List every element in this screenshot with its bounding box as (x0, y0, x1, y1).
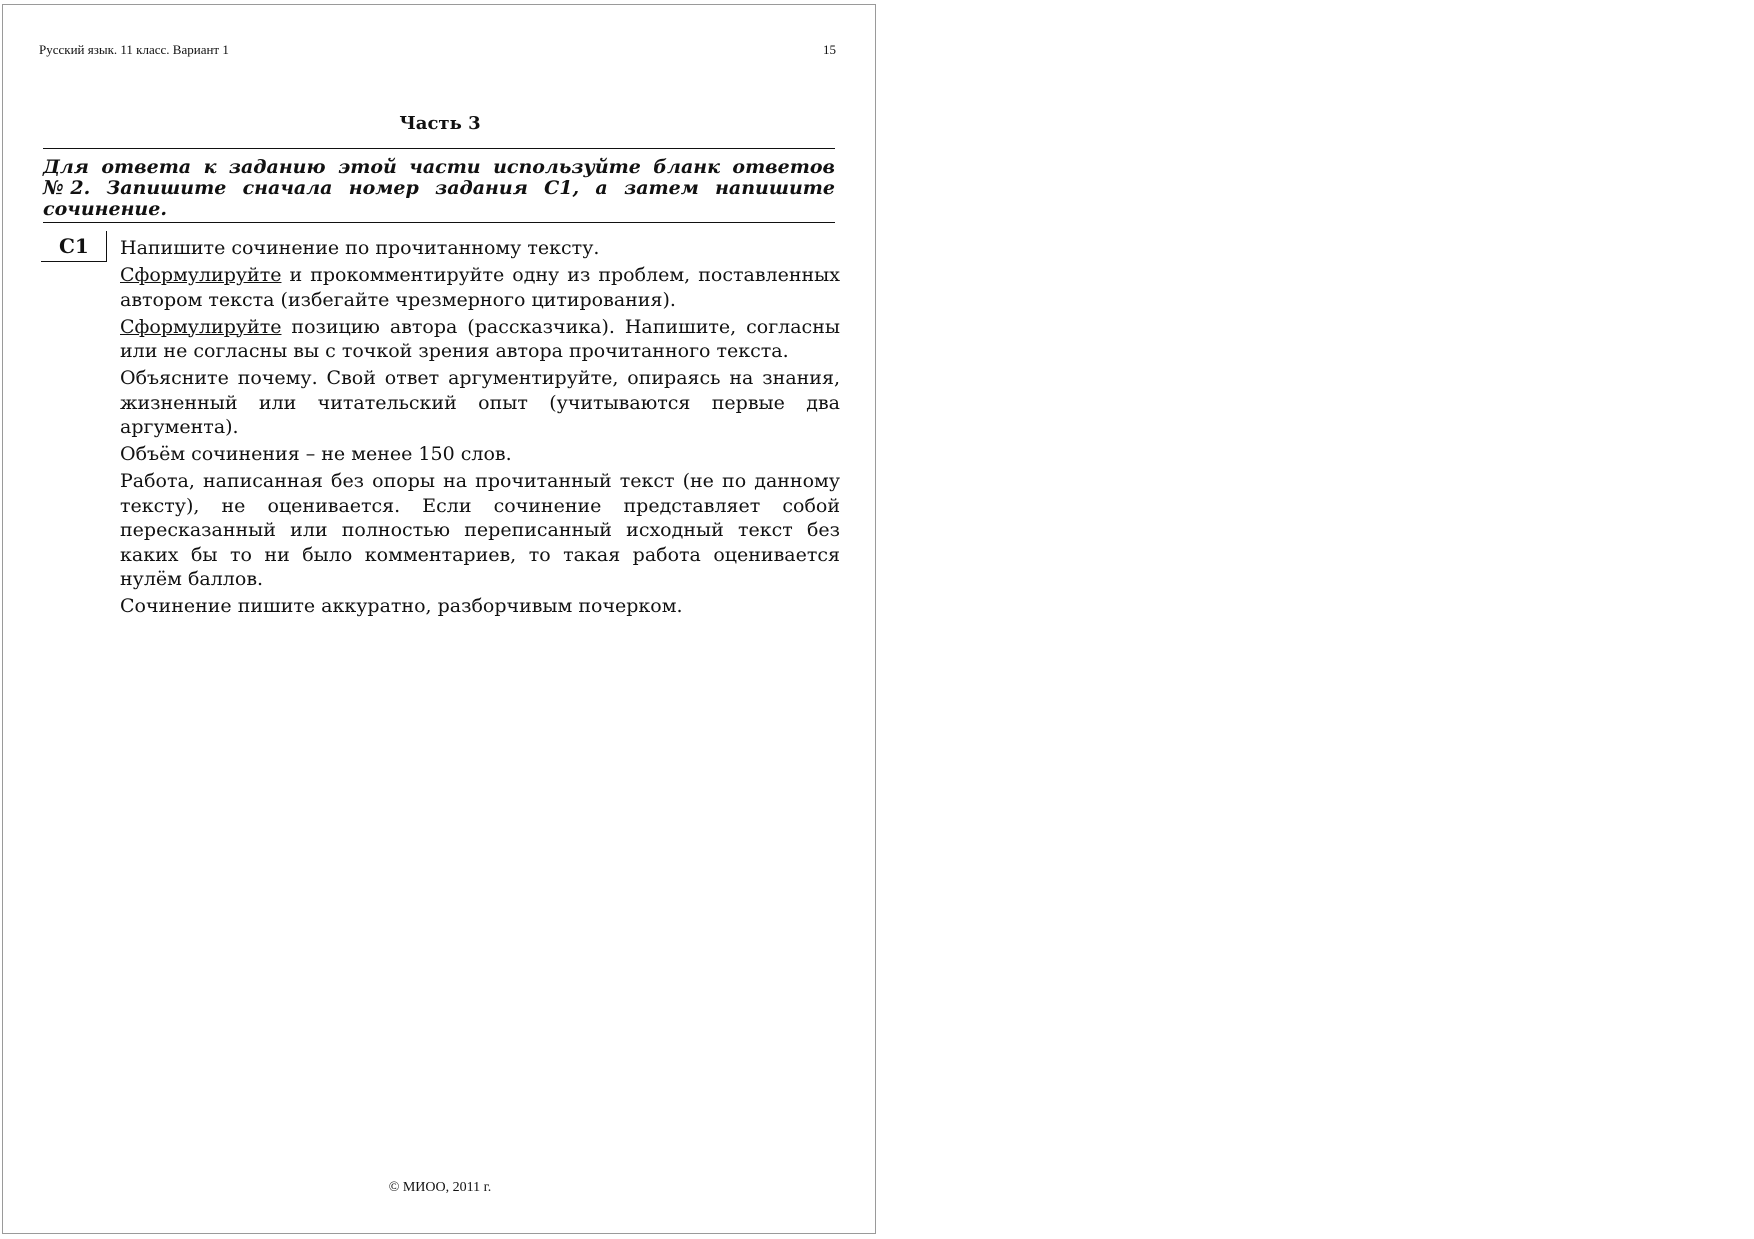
task-code-box (41, 231, 107, 262)
task-paragraph-4: Объясните почему. Свой ответ аргументируйте, опираясь на знания, жизненный или читательский опыт (учитываются первые два аргумента). (120, 367, 840, 438)
document-page (2, 4, 876, 1234)
instruction-box: Для ответа к заданию этой части используйте бланк ответов №2. Запишите сначала номер задания С1, а затем напишите сочинение. (43, 148, 835, 223)
task-paragraph-3-text: позицию автора (рассказчика). Напишите, согласны или не согласны вы с точкой зрения автора прочитанного текста. (120, 315, 840, 362)
task-paragraph-5: Объём сочинения – не менее 150 слов. (120, 443, 512, 465)
task-paragraph-6: Работа, написанная без опоры на прочитанный текст (не по данному тексту), не оценивается. Если сочинение представляет собой пересказанный или полностью переписанный исходный текст без каких бы то ни было комментариев, то такая работа оценивается нулём баллов. (120, 470, 840, 590)
task-body (120, 236, 840, 621)
task-paragraph-3 (120, 315, 840, 364)
task-paragraph-7: Сочинение пишите аккуратно, разборчивым почерком. (120, 595, 683, 617)
page-number: 15 (823, 42, 836, 57)
task-code: С1 (59, 234, 89, 258)
task-code-divider (106, 231, 108, 261)
task-paragraph-1: Напишите сочинение по прочитанному тексту. (120, 237, 600, 259)
task-verb-formulate: Сформулируйте (120, 264, 282, 286)
task-paragraph-2 (120, 263, 840, 312)
footer-copyright: © МИОО, 2011 г. (388, 1180, 492, 1195)
part-title: Часть 3 (399, 113, 481, 134)
header-subject: Русский язык. 11 класс. Вариант 1 (39, 42, 229, 57)
task-paragraph-2-text: и прокомментируйте одну из проблем, поставленных автором текста (избегайте чрезмерного цитирования). (120, 264, 840, 311)
task-verb-formulate-2: Сформулируйте (120, 315, 282, 338)
